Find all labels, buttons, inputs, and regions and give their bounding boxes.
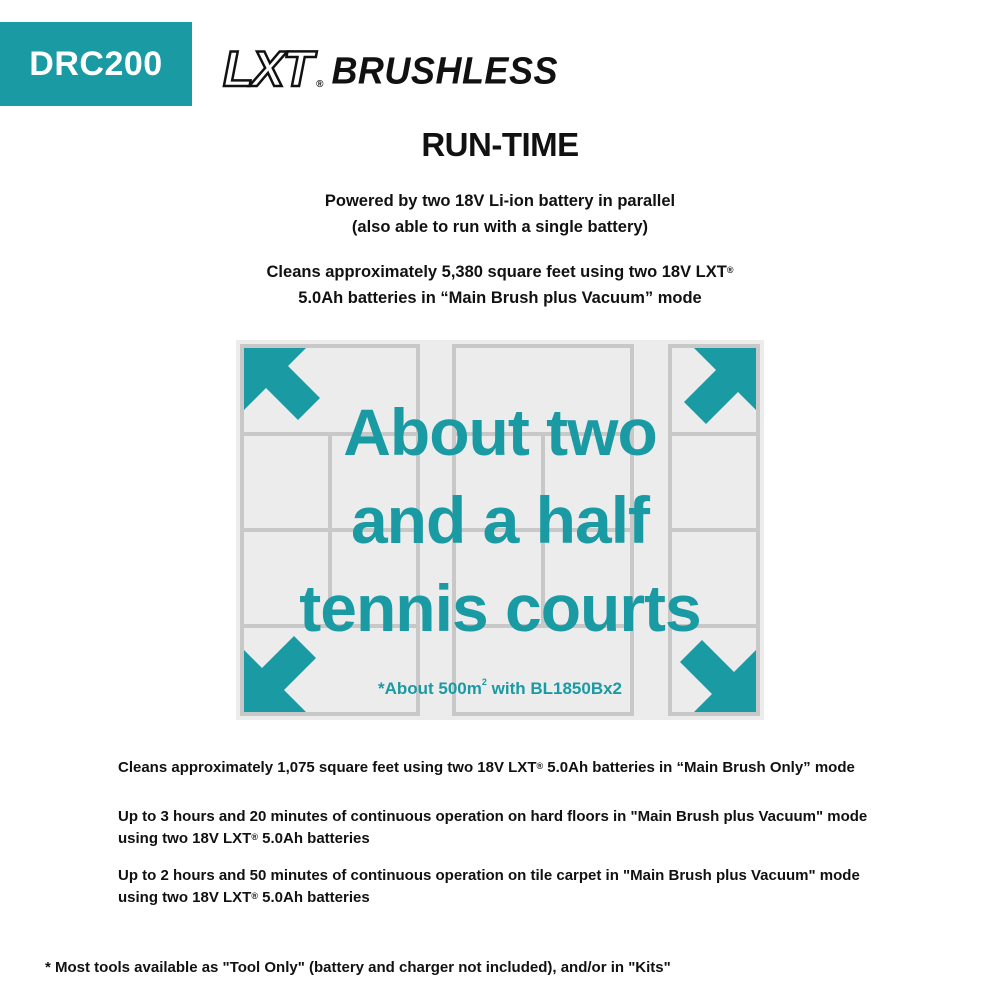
lxt-logo: [215, 41, 324, 97]
court-footnote: *About $500m^2$ with BL1850Bx2: [377, 677, 623, 698]
court-line-2: and a half: [350, 483, 650, 557]
hard-floor-runtime: Up to 3 hours and 20 minutes of continuous operation on hard floors in "Main Brush plus Vacuum" mode using two 18V LXT® 5.0Ah batteries: [118, 808, 868, 847]
court-line-3: tennis courts: [299, 571, 701, 645]
coverage-line-2: 5.0Ah batteries in “Main Brush plus Vacuum” mode: [298, 289, 702, 307]
registered-mark: ®: [316, 79, 324, 90]
tile-carpet-runtime: Up to 2 hours and 50 minutes of continuous operation on tile carpet in "Main Brush plus Vacuum" mode using two 18V LXT® 5.0Ah batteries: [118, 867, 860, 906]
brushless-logo-text: BRUSHLESS: [331, 48, 558, 92]
power-line-2: (also able to run with a single battery): [351, 218, 649, 236]
coverage-line-1: Cleans approximately 5,380 square feet using two 18V LXT®: [266, 263, 734, 281]
model-badge: [0, 22, 192, 106]
court-headline: [236, 388, 764, 652]
model-number: DRC200: [29, 44, 163, 83]
coverage-description: [0, 259, 1000, 311]
tennis-court-graphic: [236, 340, 764, 720]
main-brush-only-coverage: Cleans approximately 1,075 square feet using two 18V LXT® 5.0Ah batteries in “Main Brush Only” mode: [118, 759, 855, 776]
court-line-1: About two: [343, 395, 657, 469]
availability-footnote: * Most tools available as "Tool Only" (battery and charger not included), and/or in "Kits": [45, 959, 671, 976]
lxt-brushless-logo: [215, 36, 558, 96]
power-description: [0, 188, 1000, 240]
power-line-1: Powered by two 18V Li-ion battery in parallel: [324, 192, 676, 210]
page-title: RUN-TIME: [421, 126, 579, 163]
lxt-logo-text: LXT: [223, 41, 312, 97]
